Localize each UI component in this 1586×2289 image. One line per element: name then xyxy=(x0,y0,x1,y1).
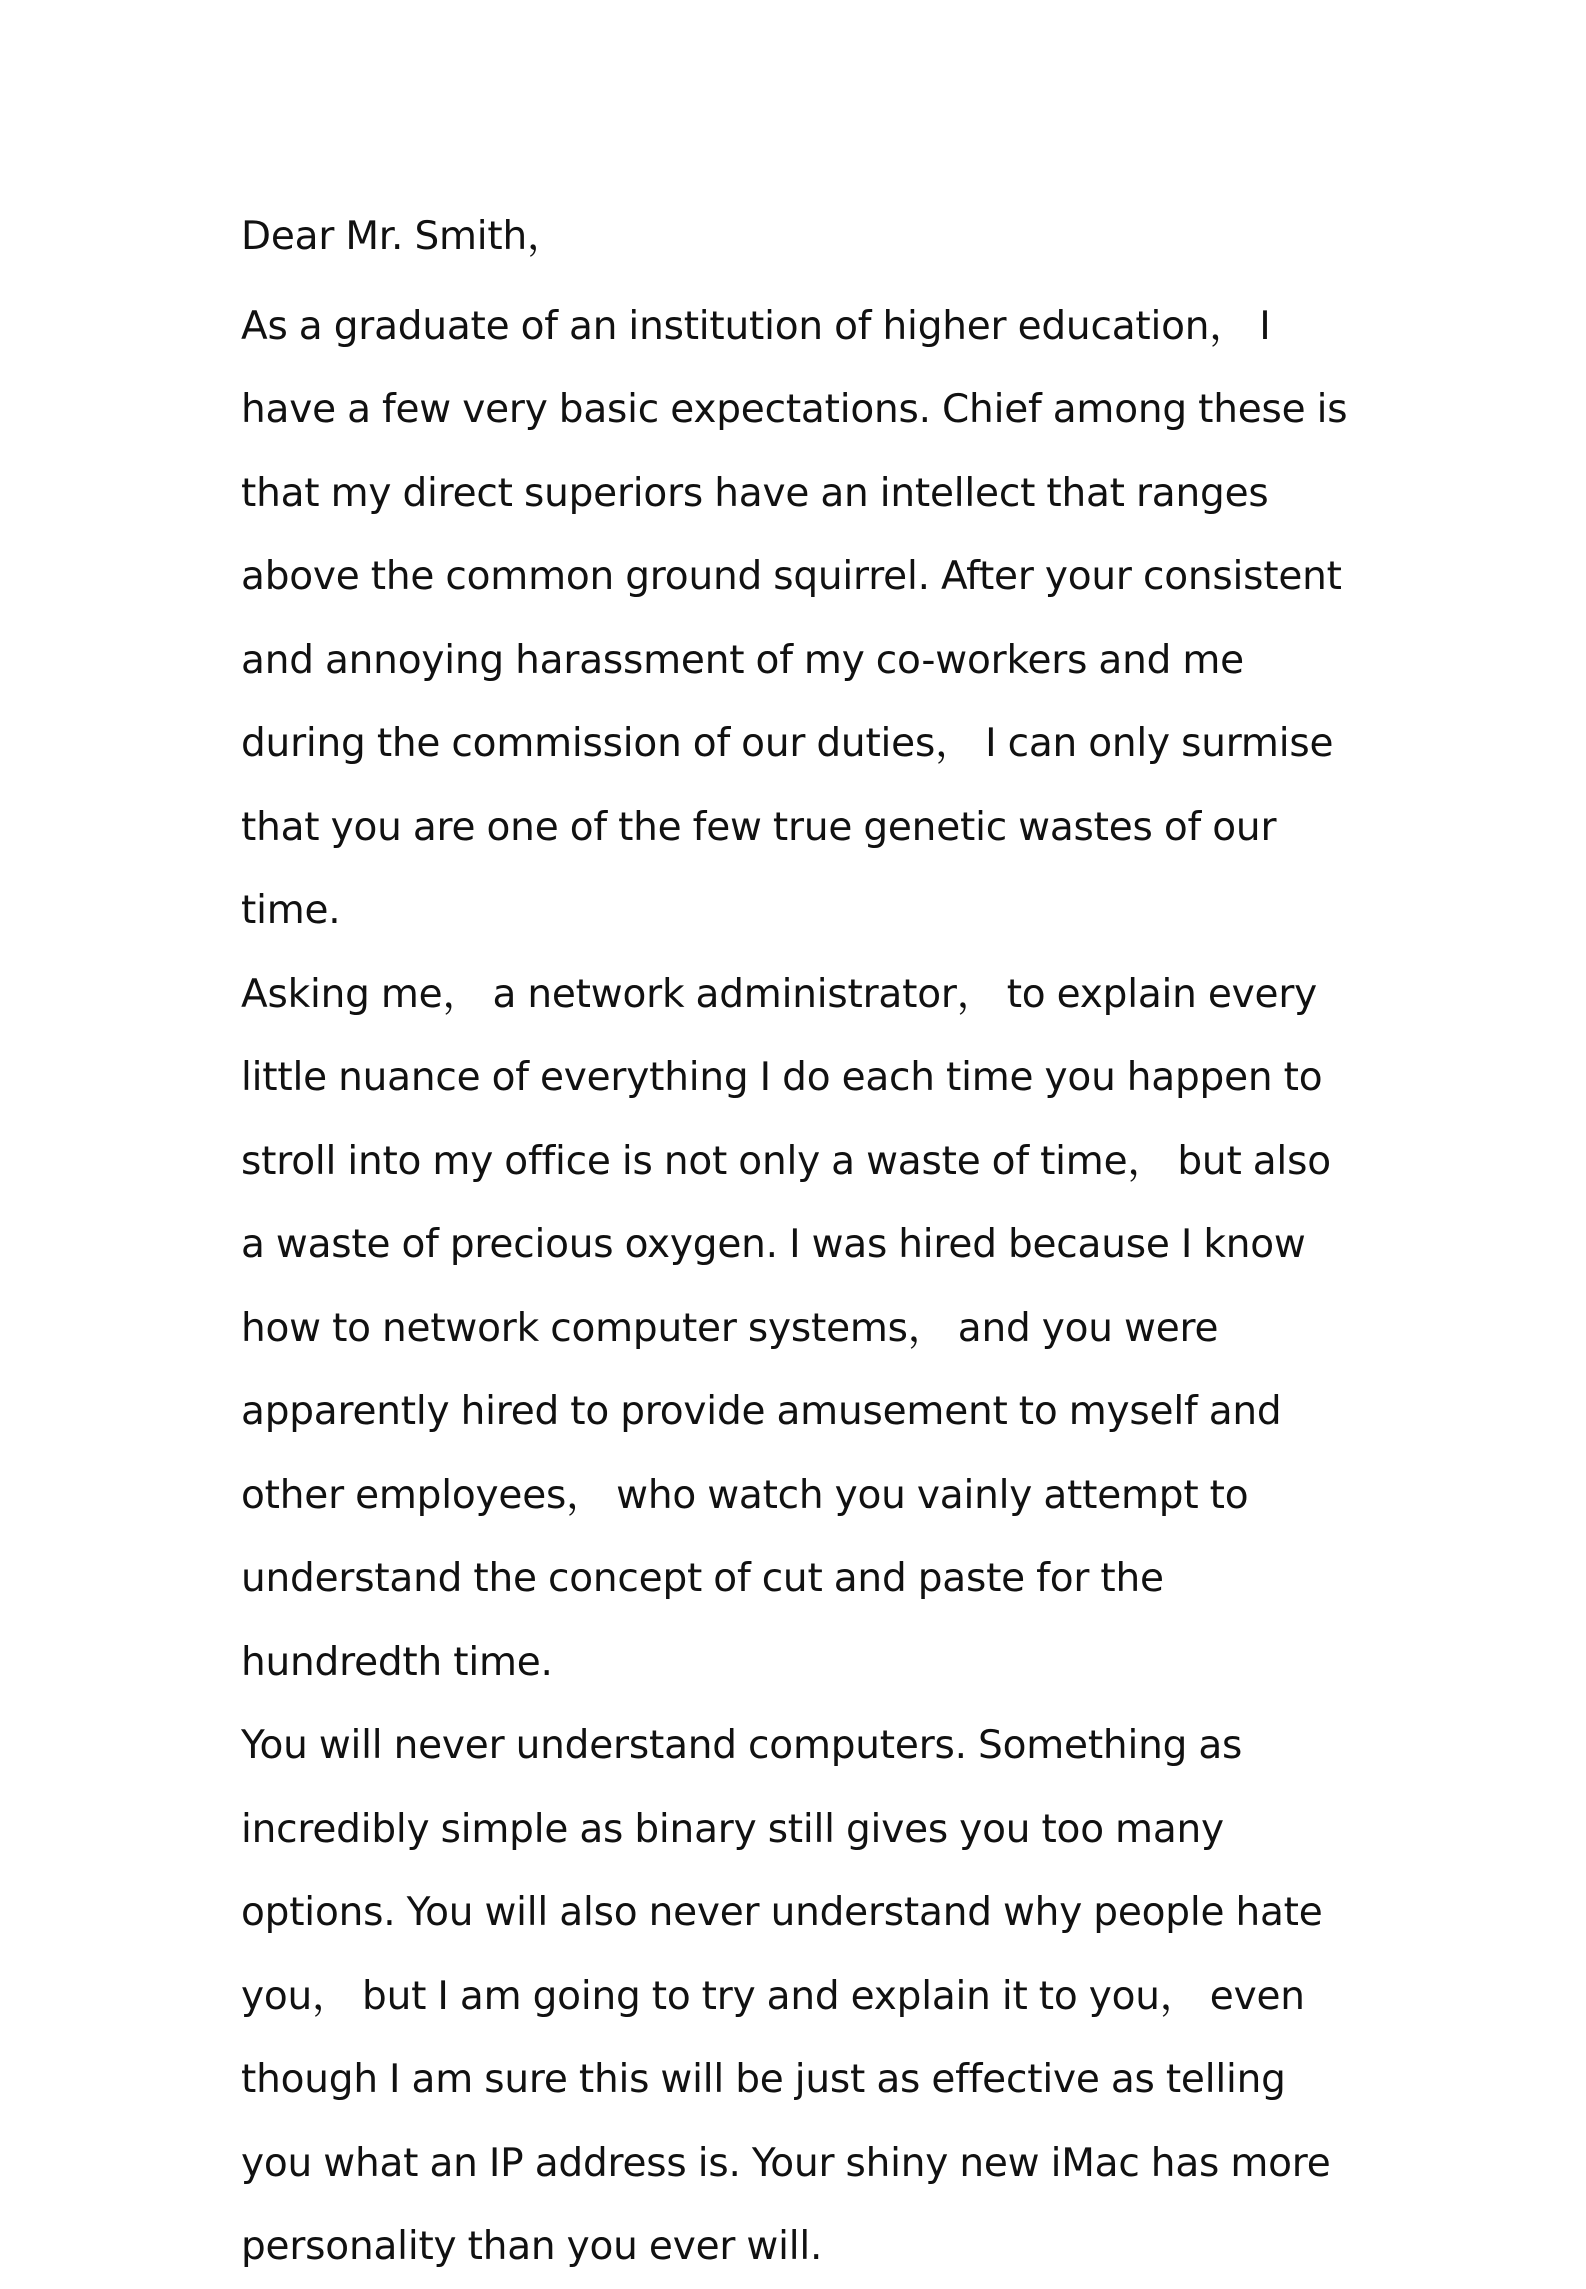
paragraph-2: Asking me， a network administrator， to explain every little nuance of everything I do each time you happen to stroll into my office is not only a waste of time， but also a waste of precious oxygen. I was hired because I know how to network computer systems， and you were apparently hired to provide amusement to myself and other employees， who watch you vainly attempt to understand the concept of cut and paste for the hundredth time. xyxy=(241,971,1331,1685)
letter-body xyxy=(241,195,1361,2289)
paragraph-1: As a graduate of an institution of higher education， I have a few very basic expectations. Chief among these is that my direct superiors have an intellect that ranges above the common ground squirrel. After your consistent and annoying harassment of my co-workers and me during the commission of our duties， I can only surmise that you are one of the few true genetic wastes of our time. xyxy=(241,303,1348,933)
salutation: Dear Mr. Smith， xyxy=(241,214,566,259)
paragraph-3: You will never understand computers. Something as incredibly simple as binary still gives you too many options. You will also never understand why people hate you， but I am going to try and explain it to you， even though I am sure this will be just as effective as telling you what an IP address is. Your shiny new iMac has more personality than you ever will. xyxy=(241,1723,1331,2269)
